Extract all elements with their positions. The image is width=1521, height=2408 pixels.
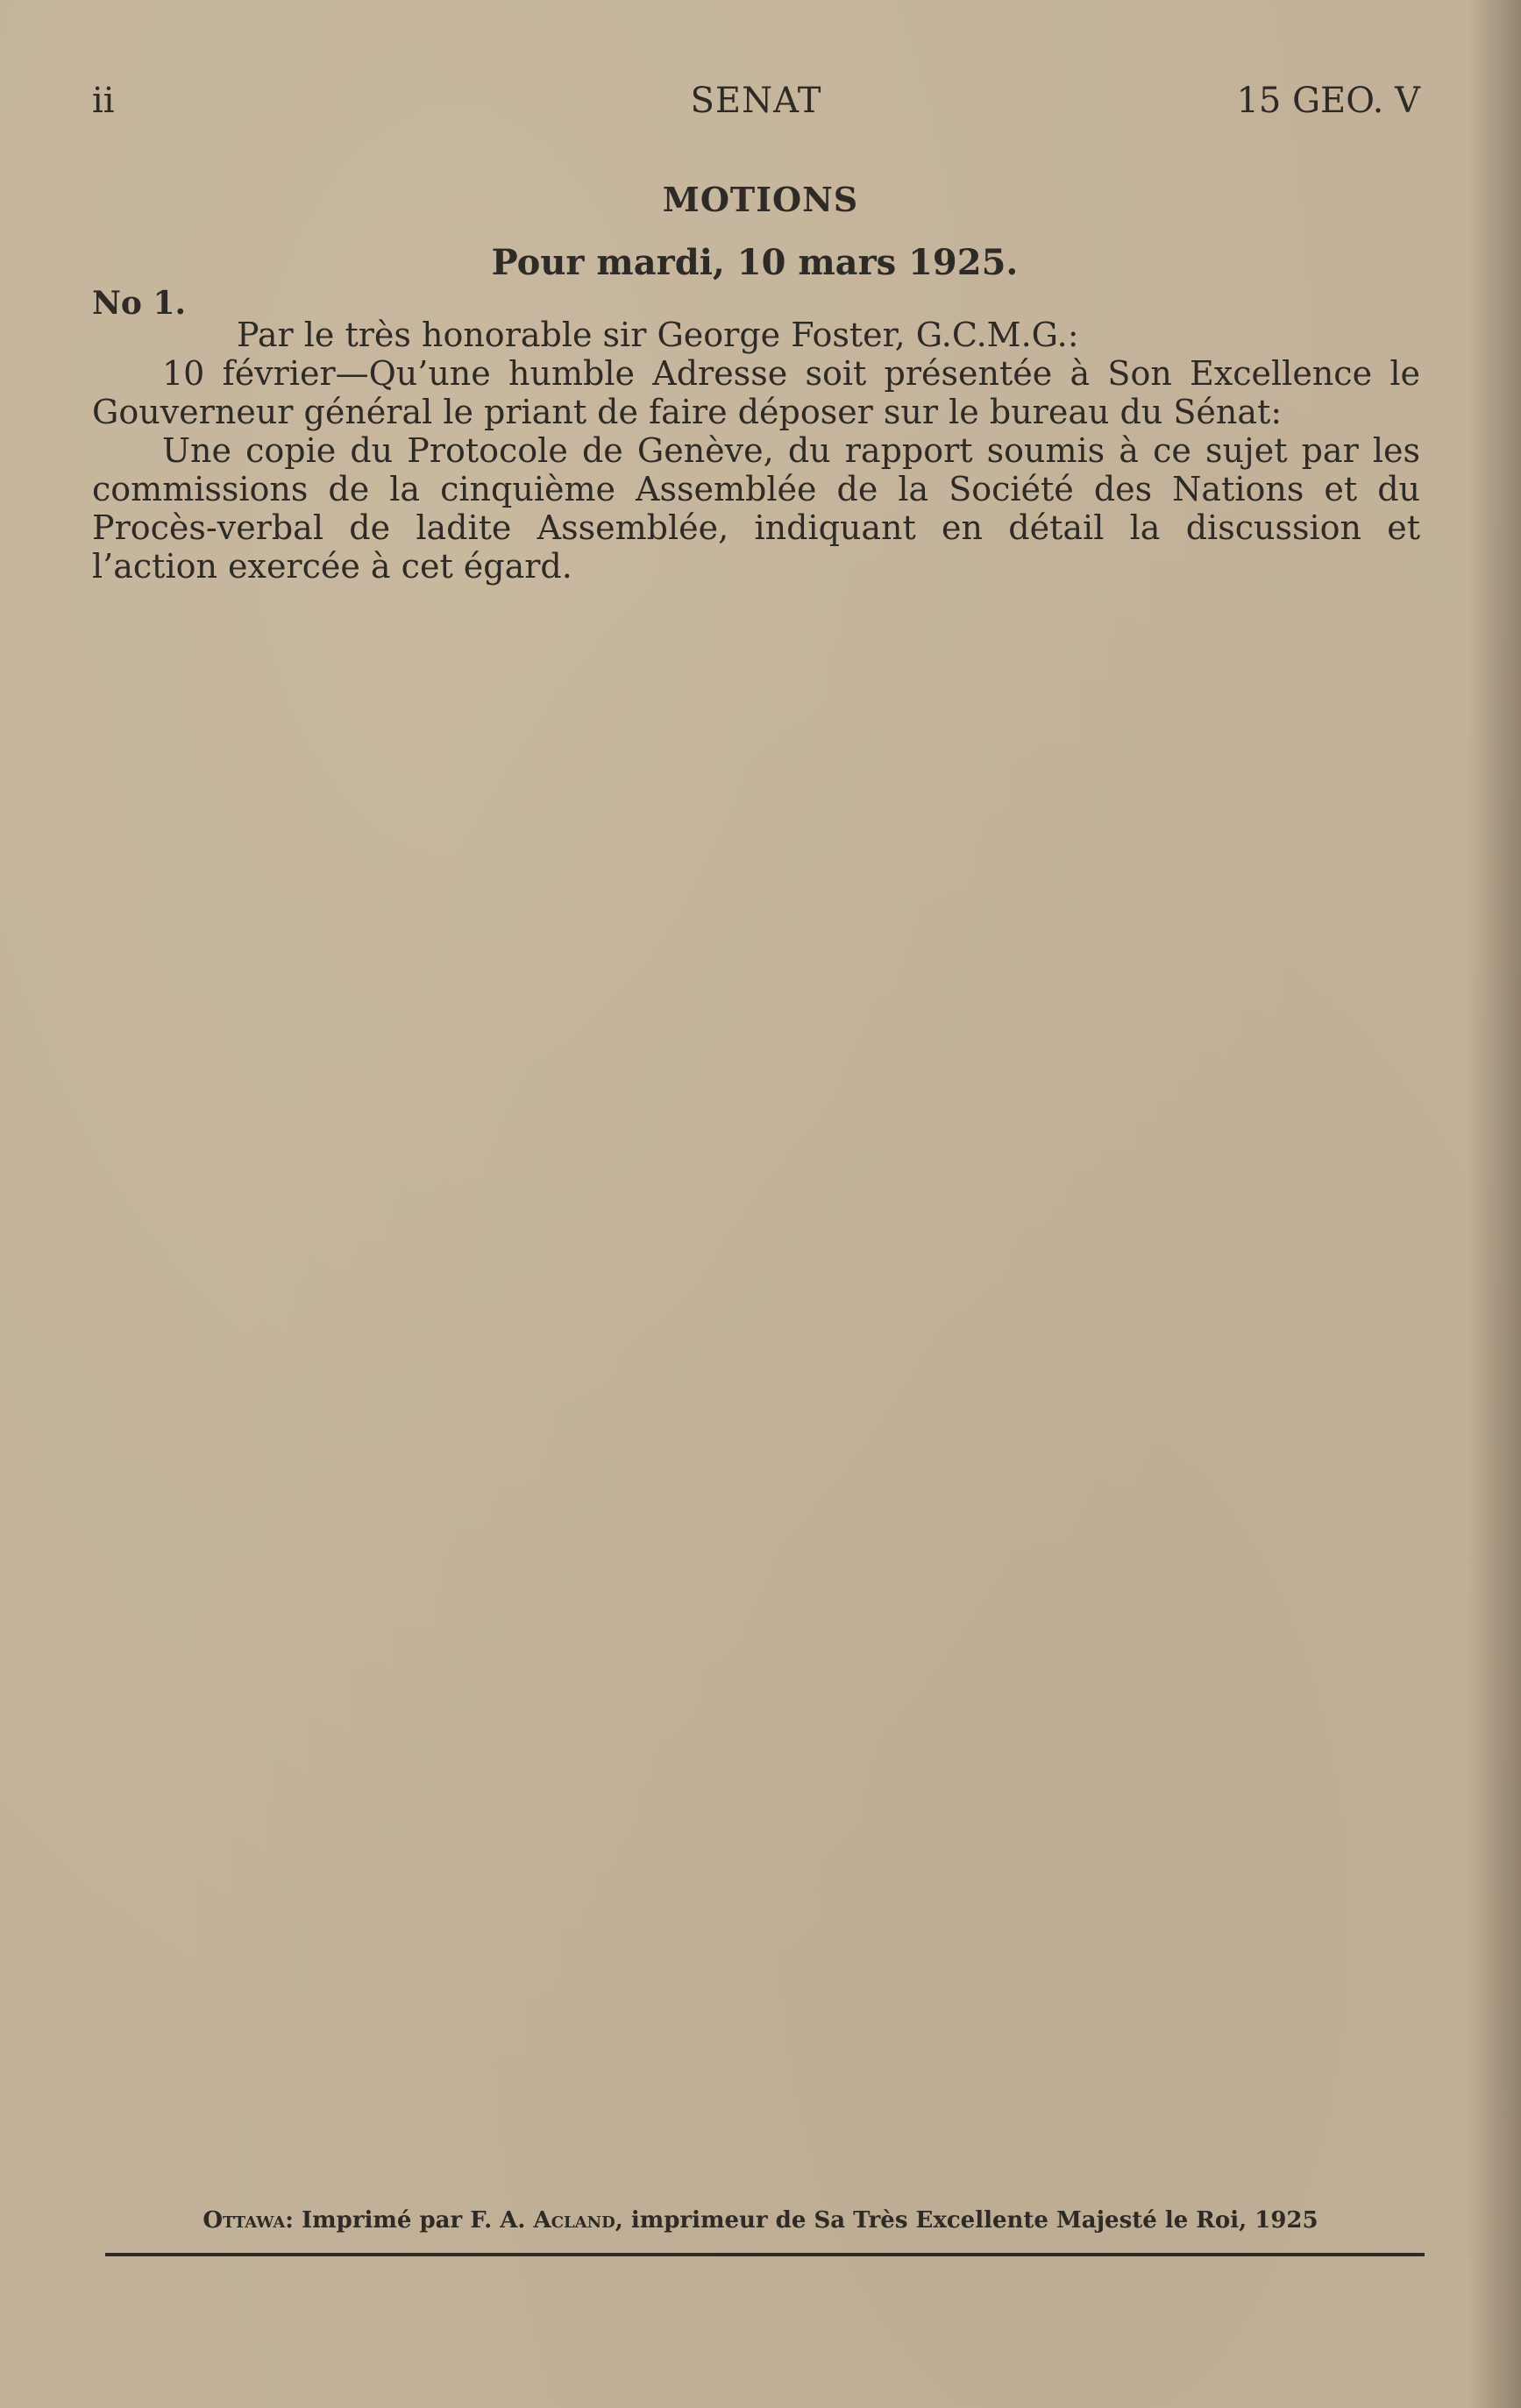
motion-paragraph-2: Une copie du Protocole de Genève, du rapport soumis à ce sujet par les commissions de la cinquième Assemblée de la Société des Nations et du Procès-verbal de ladite Assemblée, indiquant en détail la discussion et l’action exercée à cet égard.	[92, 431, 1420, 586]
motion-paragraph-1: 10 février—Qu’une humble Adresse soit présentée à Son Excellence le Gouverneur général le priant de faire déposer sur le bureau du Sénat:	[92, 354, 1420, 431]
running-header	[92, 81, 1420, 133]
motion-body	[92, 316, 1420, 586]
imprint-rest: imprimeur de Sa Très Excellente Majesté le Roi, 1925	[630, 2207, 1318, 2234]
section-date: Pour mardi, 10 mars 1925.	[491, 242, 1019, 283]
motion-mover: Par le très honorable sir George Foster, G.C.M.G.:	[237, 316, 1079, 354]
page-number: ii	[92, 81, 115, 121]
section-title: MOTIONS	[662, 180, 859, 219]
imprint-printer-name: Acland,	[533, 2207, 623, 2234]
footer-rule	[105, 2253, 1425, 2256]
imprint-printed-by: Imprimé par F. A.	[301, 2207, 526, 2234]
header-title: SENAT	[690, 81, 822, 121]
printer-imprint	[0, 2207, 1521, 2234]
page-edge-shadow	[1468, 0, 1521, 2408]
imprint-city: Ottawa:	[203, 2207, 294, 2234]
header-volume: 15 GEO. V	[1236, 81, 1420, 121]
motion-number: No 1.	[92, 285, 187, 322]
